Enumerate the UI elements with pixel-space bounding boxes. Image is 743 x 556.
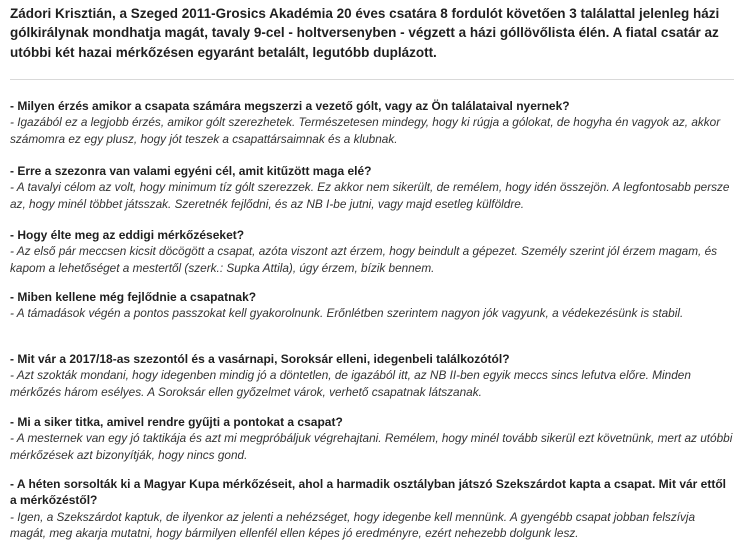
interview-answer: - A támadások végén a pontos passzokat kell gyakorolnunk. Erőnlétben szerintem nagyon jók vagyunk, a védekezésünk is stabil.: [10, 306, 684, 321]
interview-question: - Hogy élte meg az eddigi mérkőzéseket?: [10, 228, 245, 242]
interview-answer: - A mesternek van egy jó taktikája és azt mi megpróbáljuk végrehajtani. Remélem, hogy minél tovább sikerül ezt követnünk, mert az utóbbi mérkőzések azt bizonyítják, hogy nincs gond.: [10, 431, 733, 462]
interview-question: - A héten sorsolták ki a Magyar Kupa mérkőzéseit, ahol a harmadik osztályban játszó Szekszárdot kapta a csapat. Mit vár ettől a mérkőzéstől?: [10, 477, 727, 508]
article-lead: Zádori Krisztián, a Szeged 2011-Grosics Akadémia 20 éves csatára 8 fordulót követően 3 találattal jelenleg házi gólkirálynak mondhatja magát, tavaly 9-cel - holtversenyben - végzett a házi góllövőlista élén. A fiatal csatár az utóbbi két hazai mérkőzésen egyaránt betalált, legutóbb duplázott.: [10, 6, 720, 60]
interview-question: - Miben kellene még fejlődnie a csapatnak?: [10, 290, 257, 304]
divider: [10, 79, 734, 80]
qa-item: [10, 227, 734, 276]
qa-item: [10, 163, 734, 212]
interview-answer: - A tavalyi célom az volt, hogy minimum tíz gólt szerezzek. Ez akkor nem sikerült, de remélem, hogy idén összejön. A legfontosabb persze az, hogy minél többet játsszak. Szeretnék fejlődni, és az NB I-be jutni, vagy majd esetleg külföldre.: [10, 180, 730, 211]
interview-question: - Mi a siker titka, amivel rendre gyűjti a pontokat a csapat?: [10, 415, 343, 429]
qa-item: [10, 351, 734, 400]
interview-answer: - Az első pár meccsen kicsit döcögött a csapat, azóta viszont azt érzem, hogy beindult a gépezet. Személy szerint jól érzem magam, és kapom a lehetőséget a mestertől (szerk.: Supka Attila), úgy érzem, bízik bennem.: [10, 244, 718, 275]
interview-answer: - Igazából ez a legjobb érzés, amikor gólt szerezhetek. Természetesen mindegy, hogy ki rúgja a gólokat, de hogyha én vagyok az, akkor számomra ez egy plusz, hogy jót teszek a csapattársaimnak és a klubnak.: [10, 115, 721, 146]
interview-question: - Milyen érzés amikor a csapata számára megszerzi a vezető gólt, vagy az Ön találataival nyernek?: [10, 99, 570, 113]
qa-item: [10, 414, 734, 463]
interview-question: - Erre a szezonra van valami egyéni cél, amit kitűzött maga elé?: [10, 164, 372, 178]
interview-question: - Mit vár a 2017/18-as szezontól és a vasárnapi, Soroksár elleni, idegenbeli találkozótól?: [10, 352, 510, 366]
interview-answer: - Azt szokták mondani, hogy idegenben mindig jó a döntetlen, de igazából itt, az NB II-ben egyik meccs sincs lefutva előre. Minden mérkőzés három esélyes. A Soroksár ellen győzelmet várok, verhető csapatnak látszanak.: [10, 368, 691, 399]
qa-item: [10, 289, 734, 322]
qa-item: [10, 98, 734, 147]
qa-item: [10, 476, 734, 541]
interview-answer: - Igen, a Szekszárdot kaptuk, de ilyenkor az jelenti a nehézséget, hogy idegenbe kell mennünk. A gyengébb csapat jobban felszívja magát, meg akarja mutatni, hogy bármilyen ellenfél ellen képes jó eredményre, ezért nehezebb dolgunk lesz.: [10, 509, 696, 540]
